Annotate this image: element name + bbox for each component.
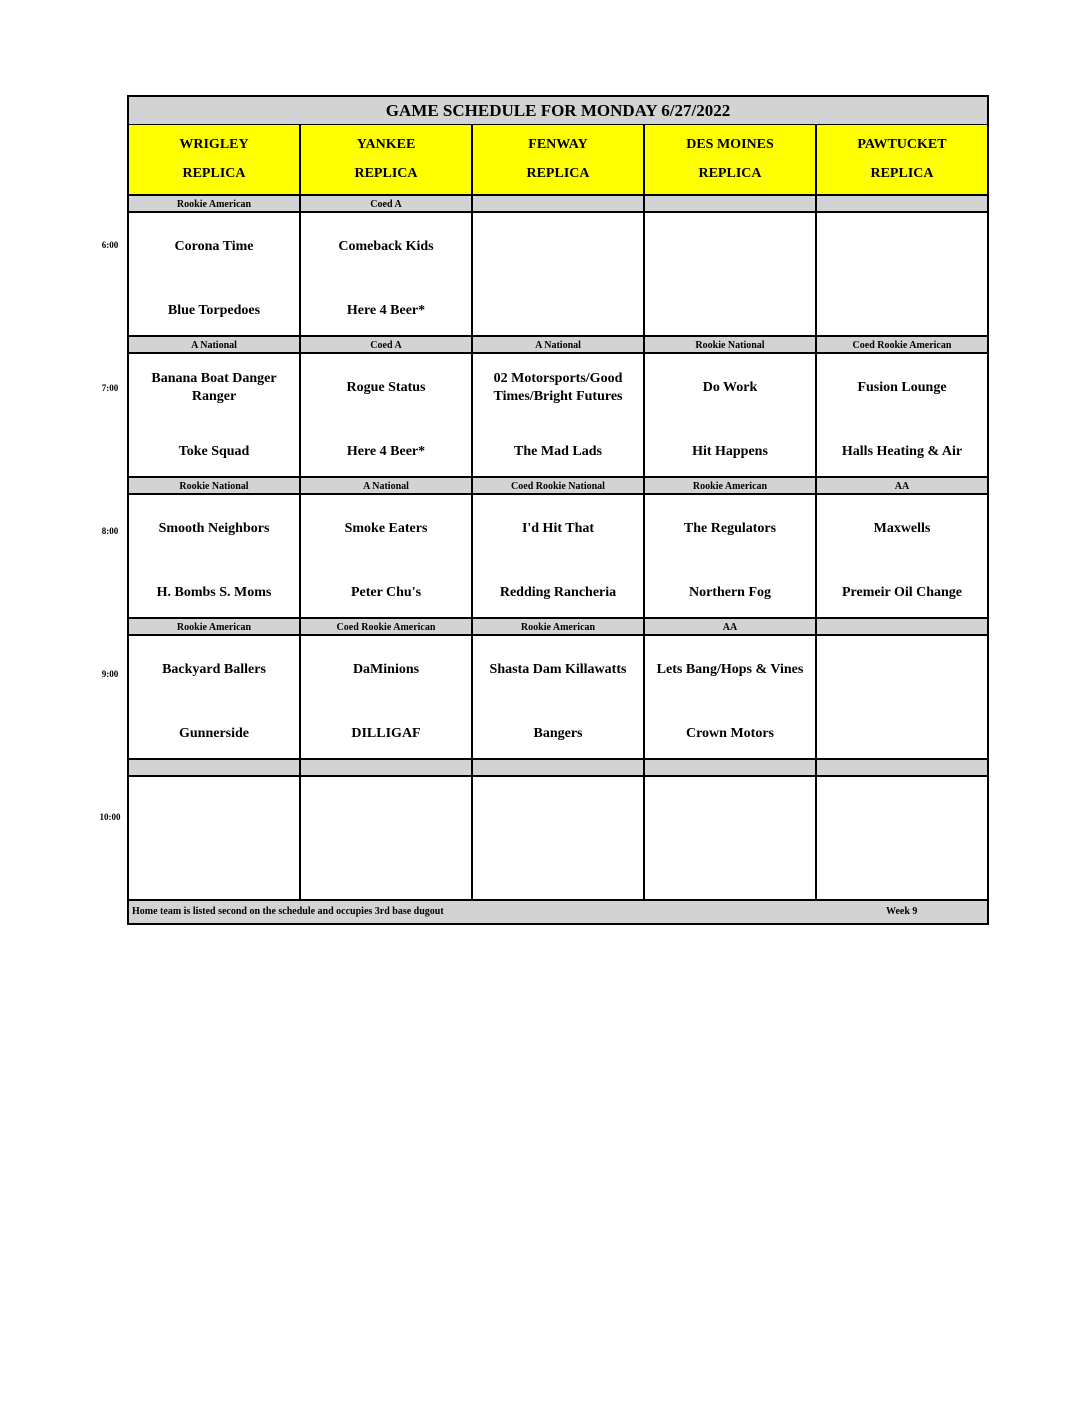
game-cell: [473, 495, 645, 619]
field-header: [817, 125, 987, 196]
division-label: Rookie American: [645, 478, 817, 495]
division-label: [645, 760, 817, 777]
home-team: [821, 716, 983, 752]
away-team: Maxwells: [873, 521, 931, 536]
field-name: DES MOINES: [686, 137, 774, 153]
field-header: [473, 125, 645, 196]
schedule-title: GAME SCHEDULE FOR MONDAY 6/27/2022: [129, 97, 987, 125]
home-team: Here 4 Beer*: [346, 444, 426, 459]
field-name: PAWTUCKET: [857, 137, 947, 153]
game-cell: [301, 354, 473, 478]
game-cell: [129, 636, 301, 760]
away-team: Backyard Ballers: [162, 662, 266, 677]
home-team: [649, 293, 811, 329]
home-team: Bangers: [533, 726, 583, 741]
away-team: The Regulators: [683, 521, 777, 536]
home-team: H. Bombs S. Moms: [156, 585, 272, 600]
division-row: [129, 760, 987, 777]
away-team: [305, 793, 467, 829]
game-row: [129, 213, 987, 337]
home-team: [477, 293, 639, 329]
away-team: Smoke Eaters: [344, 521, 428, 536]
home-team: Premeir Oil Change: [841, 585, 963, 600]
home-team: The Mad Lads: [514, 444, 602, 459]
game-cell: [645, 636, 817, 760]
home-team: Halls Heating & Air: [841, 444, 963, 459]
division-label: Rookie American: [129, 619, 301, 636]
field-name: YANKEE: [356, 137, 416, 153]
division-row: [129, 337, 987, 354]
away-team: [133, 793, 295, 829]
division-label: AA: [645, 619, 817, 636]
away-team: Banana Boat Danger Ranger: [151, 371, 277, 404]
division-label: [817, 196, 987, 213]
time-label: 6:00: [101, 240, 119, 250]
home-team: Northern Fog: [688, 585, 772, 600]
away-team: Comeback Kids: [338, 239, 434, 254]
footer-note: Home team is listed second on the schedule and occupies 3rd base dugout: [132, 906, 444, 917]
time-label: 8:00: [101, 526, 119, 536]
away-team: Corona Time: [174, 239, 254, 254]
field-header: [645, 125, 817, 196]
game-cell: [473, 777, 645, 901]
home-team: Redding Rancheria: [499, 585, 617, 600]
game-cell: [817, 213, 987, 337]
away-team: Shasta Dam Killawatts: [489, 662, 627, 677]
game-row: [129, 495, 987, 619]
away-team: Do Work: [702, 380, 758, 395]
home-team: [821, 293, 983, 329]
game-cell: [301, 495, 473, 619]
division-row: [129, 619, 987, 636]
time-label: 7:00: [101, 383, 119, 393]
game-cell: [817, 354, 987, 478]
division-label: [817, 760, 987, 777]
home-team: Gunnerside: [178, 726, 249, 741]
game-cell: [129, 213, 301, 337]
week-label: Week 9: [886, 906, 918, 917]
game-cell: [817, 777, 987, 901]
game-cell: [301, 213, 473, 337]
home-team: Crown Motors: [685, 726, 774, 741]
game-cell: [129, 354, 301, 478]
away-team: Smooth Neighbors: [158, 521, 270, 536]
field-type: REPLICA: [526, 165, 590, 181]
game-cell: [301, 636, 473, 760]
away-team: DaMinions: [352, 662, 420, 677]
away-team: [477, 229, 639, 265]
division-label: AA: [817, 478, 987, 495]
home-team: Blue Torpedoes: [167, 303, 261, 318]
field-type: REPLICA: [698, 165, 762, 181]
game-cell: [129, 777, 301, 901]
game-cell: [817, 495, 987, 619]
schedule-footer: [129, 901, 987, 923]
division-label: [645, 196, 817, 213]
field-header: [129, 125, 301, 196]
division-label: [817, 619, 987, 636]
away-team: 02 Motorsports/Good Times/Bright Futures: [493, 371, 623, 404]
division-row: [129, 196, 987, 213]
game-cell: [473, 636, 645, 760]
time-label: 10:00: [99, 812, 121, 822]
game-cell: [645, 354, 817, 478]
division-label: Coed Rookie American: [817, 337, 987, 354]
home-team: Hit Happens: [692, 444, 768, 459]
division-label: Coed A: [301, 337, 473, 354]
time-label: 9:00: [101, 669, 119, 679]
game-row: [129, 777, 987, 901]
division-label: Rookie National: [645, 337, 817, 354]
home-team: DILLIGAF: [351, 726, 421, 741]
division-row: [129, 478, 987, 495]
field-type: REPLICA: [870, 165, 934, 181]
home-team: Peter Chu's: [350, 585, 422, 600]
home-team: Toke Squad: [178, 444, 250, 459]
away-team: [649, 793, 811, 829]
division-label: Rookie American: [473, 619, 645, 636]
field-name: WRIGLEY: [179, 137, 249, 153]
away-team: Rogue Status: [346, 380, 426, 395]
away-team: Fusion Lounge: [857, 380, 947, 395]
game-cell: [301, 777, 473, 901]
field-type: REPLICA: [182, 165, 246, 181]
division-label: [301, 760, 473, 777]
home-team: [133, 857, 295, 893]
division-label: [473, 196, 645, 213]
game-cell: [817, 636, 987, 760]
division-label: Rookie National: [129, 478, 301, 495]
game-cell: [473, 213, 645, 337]
away-team: [821, 793, 983, 829]
division-label: A National: [473, 337, 645, 354]
home-team: [649, 857, 811, 893]
game-cell: [645, 495, 817, 619]
game-cell: [473, 354, 645, 478]
away-team: [649, 229, 811, 265]
field-header-row: [129, 125, 987, 196]
home-team: Here 4 Beer*: [346, 303, 426, 318]
division-label: Rookie American: [129, 196, 301, 213]
away-team: [477, 793, 639, 829]
field-name: FENWAY: [528, 137, 588, 153]
home-team: [305, 857, 467, 893]
game-row: [129, 636, 987, 760]
game-cell: [645, 213, 817, 337]
home-team: [477, 857, 639, 893]
away-team: Lets Bang/Hops & Vines: [656, 662, 804, 677]
division-label: A National: [129, 337, 301, 354]
away-team: I'd Hit That: [521, 521, 595, 536]
division-label: [129, 760, 301, 777]
away-team: [821, 652, 983, 688]
division-label: A National: [301, 478, 473, 495]
division-label: Coed Rookie American: [301, 619, 473, 636]
game-cell: [645, 777, 817, 901]
away-team: [821, 229, 983, 265]
division-label: Coed A: [301, 196, 473, 213]
field-header: [301, 125, 473, 196]
home-team: [821, 857, 983, 893]
schedule-table: [127, 95, 989, 925]
division-label: Coed Rookie National: [473, 478, 645, 495]
game-cell: [129, 495, 301, 619]
division-label: [473, 760, 645, 777]
game-row: [129, 354, 987, 478]
field-type: REPLICA: [354, 165, 418, 181]
